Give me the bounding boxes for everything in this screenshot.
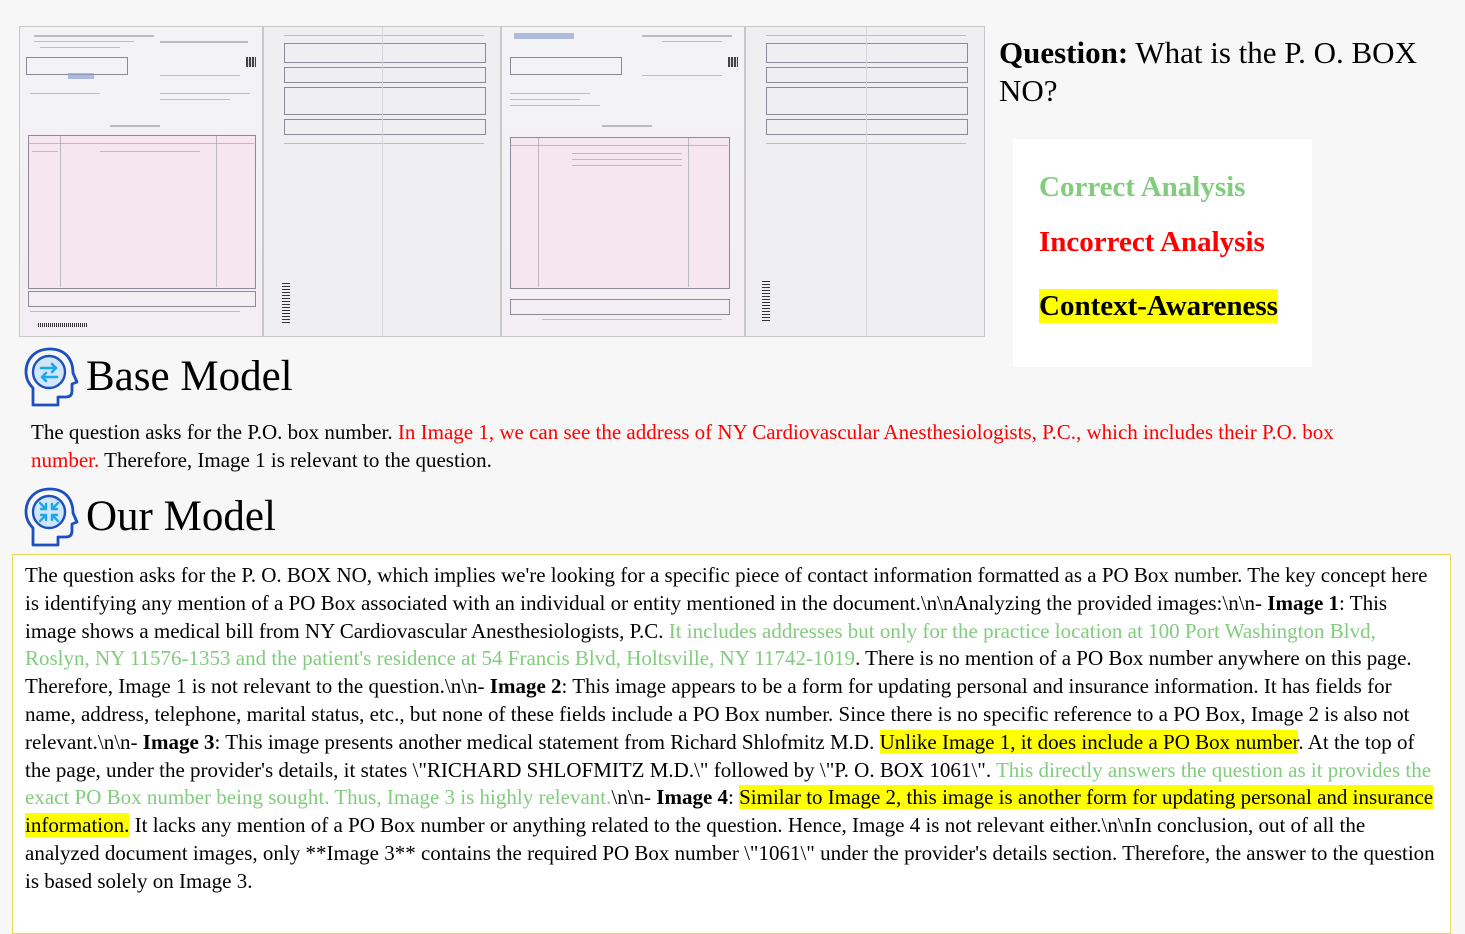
correct-analysis-1: It includes addresses but only for the practice location at 100 Port Washington Blvd, Roslyn, NY 11576-1353 and the patient's residence at 54 Francis Blvd, Holtsville, NY 11742-1019 — [25, 618, 1376, 671]
image-4-label: Image 4 — [656, 785, 729, 810]
our-text-p7: \n\n- — [611, 785, 657, 810]
image-1-label: Image 1 — [1267, 590, 1340, 615]
base-model-title: Base Model — [86, 353, 293, 400]
base-model-text-3: Therefore, Image 1 is relevant to the question. — [99, 448, 492, 472]
our-text-p6: . At the top of the page, under the provider's details, it states \"RICHARD SHLOFMITZ M.D.\" followed by \"P. O. BOX 1061\". — [25, 729, 1415, 782]
question — [999, 34, 1449, 110]
legend — [1013, 139, 1312, 367]
base-model-analysis — [31, 418, 1361, 474]
our-text-p3: . There is no mention of a PO Box number anywhere on this page. Therefore, Image 1 is not relevant to the question.\n\n- — [25, 646, 1412, 699]
head-compress-icon — [20, 486, 82, 548]
document-image-2 — [263, 26, 501, 337]
image-2-label: Image 2 — [489, 674, 562, 699]
image-3-label: Image 3 — [142, 729, 215, 754]
question-label: Question: — [999, 35, 1129, 70]
legend-correct: Correct Analysis — [1039, 171, 1246, 203]
document-image-1 — [19, 26, 263, 337]
question-text: What is the P. O. BOX NO? — [999, 35, 1417, 108]
barcode-icon — [762, 281, 770, 321]
document-image-3 — [501, 26, 745, 337]
document-image-4 — [745, 26, 985, 337]
correct-analysis-2: This directly answers the question as it provides the exact PO Box number being sought. Thus, Image 3 is highly relevant. — [25, 757, 1432, 810]
barcode-icon — [282, 283, 290, 323]
document-images — [19, 26, 985, 337]
context-awareness-2: Similar to Image 2, this image is another form for updating personal and insurance information. — [25, 785, 1434, 838]
barcode-icon — [38, 323, 88, 327]
base-model-text-1: The question asks for the P.O. box number. — [31, 420, 398, 444]
our-text-p2: : This image shows a medical bill from NY Cardiovascular Anesthesiologists, P.C. — [25, 590, 1388, 643]
base-model-incorrect-analysis: In Image 1, we can see the address of NY Cardiovascular Anesthesiologists, P.C., which includes their P.O. box number. — [31, 420, 1334, 472]
our-model-title: Our Model — [86, 493, 276, 540]
our-text-p5: : This image presents another medical statement from Richard Shlofmitz M.D. — [214, 729, 880, 754]
qr-code-icon — [246, 57, 256, 67]
our-model-analysis — [25, 562, 1440, 896]
qr-code-icon — [728, 57, 738, 67]
our-text-p1: The question asks for the P. O. BOX NO, which implies we're looking for a specific piece of contact information formatted as a PO Box number. The key concept here is identifying any mention of a PO Box associated with an individual or entity mentioned in the document.\n\nAnalyzing the provided images:\n\n- — [25, 563, 1428, 615]
head-arrows-icon — [20, 346, 82, 408]
our-text-p9: It lacks any mention of a PO Box number or anything related to the question. Hence, Image 4 is not relevant either.\n\nIn conclusion, out of all the analyzed document images, only **Image 3** contains the required PO Box number \"1061\" under the provider's details section. Therefore, the answer to the question is based solely on Image 3. — [25, 813, 1435, 893]
legend-context-awareness: Context-Awareness — [1039, 290, 1278, 322]
our-model-analysis-box — [12, 554, 1451, 934]
context-awareness-1: Unlike Image 1, it does include a PO Box number — [879, 729, 1299, 754]
our-text-p8: : — [728, 785, 740, 810]
our-text-p4: : This image appears to be a form for updating personal and insurance information. It has fields for name, address, telephone, marital status, etc., but none of these fields include a PO Box number. Since there is no specific reference to a PO Box, Image 2 is also not relevant.\n\n- — [25, 674, 1410, 754]
legend-incorrect: Incorrect Analysis — [1039, 226, 1265, 258]
